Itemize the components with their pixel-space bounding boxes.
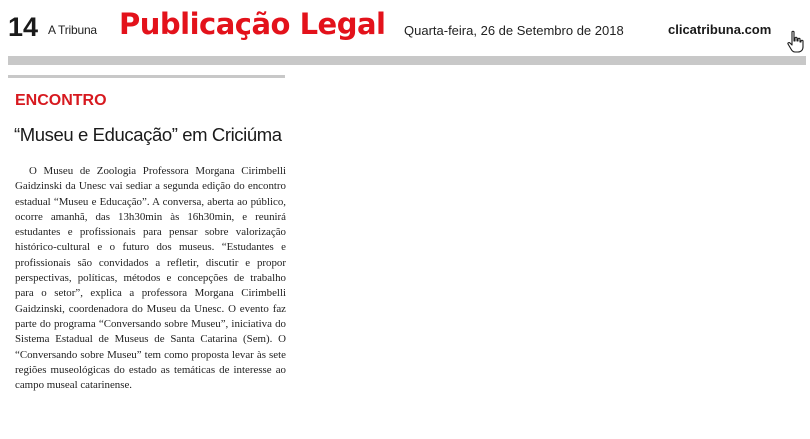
section-title: Publicação Legal: [119, 7, 386, 41]
newspaper-name: A Tribuna: [48, 23, 97, 37]
header-divider: [8, 56, 806, 65]
article-headline: “Museu e Educação” em Criciúma: [14, 124, 282, 145]
article-body: O Museu de Zoologia Professora Morgana Cirimbelli Gaidzinski da Unesc vai sediar a segunda edição do encontro estadual “Museu e Educação”. A conversa, aberta ao público, ocorre amanhã, das 13h30min às 16h30min, e reunirá estudantes e profissionais para pensar sobre valorização histórico-cultural e o futuro dos museus. “Estudantes e profissionais são convidados a refletir, discutir e propor perspectivas, políticas, métodos e concepções de trabalho para o setor”, explica a professora Morgana Cirimbelli Gaidzinski, coordenadora do Museu da Unesc. O evento faz parte do programa “Conversando sobre Museu”, iniciativa do Sistema Estadual de Museus de Santa Catarina (Sem). O “Conversando sobre Museu” tem como proposta levar às sete regiões museológicas do estado as temáticas de interesse ao campo museal catarinense.: [15, 165, 286, 392]
page-number: 14: [8, 12, 39, 42]
article-divider: [8, 75, 285, 78]
page-header: [8, 7, 808, 50]
publication-date: Quarta-feira, 26 de Setembro de 2018: [404, 23, 624, 38]
article-kicker: ENCONTRO: [15, 92, 107, 109]
pointing-hand-icon: [786, 30, 804, 54]
site-link[interactable]: clicatribuna.com: [668, 22, 772, 37]
